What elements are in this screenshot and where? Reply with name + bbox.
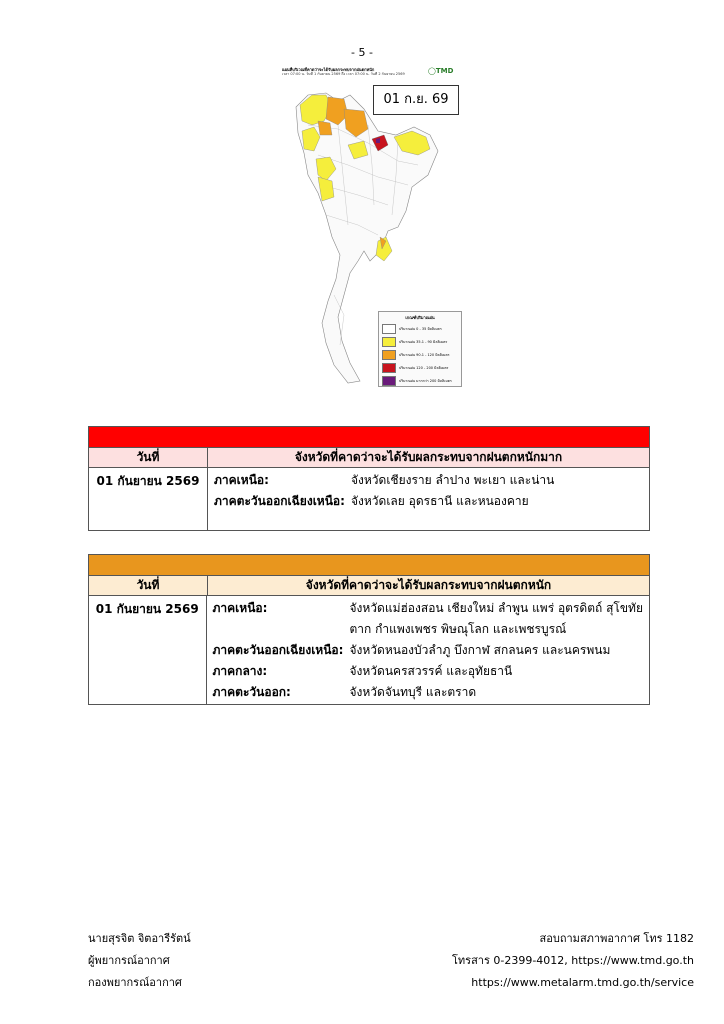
region-provinces: จังหวัดหนองบัวลำภู บึงกาฬ สกลนคร และนครพนม bbox=[349, 643, 611, 657]
row-regions bbox=[208, 468, 649, 530]
legend-label: ปริมาณฝน 35.1 - 90 มิลลิเมตร bbox=[399, 340, 448, 344]
region-name: ภาคตะวันออกเฉียงเหนือ: bbox=[212, 643, 344, 657]
region-line bbox=[213, 682, 644, 703]
region-line bbox=[213, 661, 644, 682]
region-name: ภาคเหนือ: bbox=[212, 601, 268, 615]
legend-item bbox=[382, 324, 458, 334]
heavy-rain-table bbox=[88, 554, 650, 705]
table-row bbox=[89, 596, 649, 704]
tmd-logo-text: TMD bbox=[435, 67, 454, 75]
map-title: แผนที่บริเวณที่คาดว่าจะได้รับผลกระทบจากฝนตกหนัก bbox=[282, 67, 375, 72]
legend-item bbox=[382, 337, 458, 347]
region-provinces: จังหวัดเลย อุดรธานี และหนองคาย bbox=[351, 494, 529, 508]
legend-item bbox=[382, 376, 458, 386]
col-date-header: วันที่ bbox=[89, 448, 208, 467]
table-header bbox=[89, 448, 649, 468]
forecast-division: กองพยากรณ์อากาศ bbox=[88, 976, 182, 989]
map-date-label: 01 ก.ย. 69 bbox=[373, 85, 459, 115]
region-line bbox=[214, 470, 643, 491]
forecaster-name: นายสุรจิต จิตอารีรัตน์ bbox=[88, 932, 191, 945]
row-date: 01 กันยายน 2569 bbox=[89, 468, 208, 530]
legend-swatch bbox=[382, 376, 396, 386]
legend-label: ปริมาณฝน มากกว่า 200 มิลลิเมตร bbox=[399, 379, 452, 383]
map-legend bbox=[378, 311, 462, 387]
table-row bbox=[89, 468, 649, 530]
legend-item bbox=[382, 350, 458, 360]
region-name: ภาคตะวันออกเฉียงเหนือ: bbox=[214, 494, 345, 508]
table-color-bar bbox=[89, 427, 649, 448]
region-line bbox=[213, 619, 644, 640]
legend-swatch bbox=[382, 363, 396, 373]
legend-swatch bbox=[382, 337, 396, 347]
map-subtitle: เวลา 07:00 น. วันที่ 1 กันยายน 2569 ถึง เวลา 07:00 น. วันที่ 2 กันยายน 2569 bbox=[282, 72, 405, 76]
col-provinces-header: จังหวัดที่คาดว่าจะได้รับผลกระทบจากฝนตกหนักมาก bbox=[294, 450, 563, 464]
legend-label: ปริมาณฝน 120 - 200 มิลลิเมตร bbox=[399, 366, 449, 370]
region-name: ภาคเหนือ: bbox=[214, 473, 269, 487]
region-name: ภาคกลาง: bbox=[212, 664, 268, 678]
col-provinces-header: จังหวัดที่คาดว่าจะได้รับผลกระทบจากฝนตกหนัก bbox=[305, 578, 552, 592]
region-provinces: จังหวัดจันทบุรี และตราด bbox=[349, 685, 477, 699]
legend-item bbox=[382, 363, 458, 373]
table-header bbox=[89, 576, 649, 596]
region-provinces: จังหวัดเชียงราย ลำปาง พะเยา และน่าน bbox=[351, 473, 555, 487]
footer-contact bbox=[452, 928, 694, 994]
legend-title: เกณฑ์ปริมาณฝน bbox=[405, 315, 435, 320]
contact-phone: สอบถามสภาพอากาศ โทร 1182 bbox=[539, 932, 694, 945]
row-regions bbox=[207, 596, 650, 704]
region-line bbox=[214, 491, 643, 512]
region-line bbox=[213, 640, 644, 661]
page-number: - 5 - bbox=[351, 46, 373, 59]
legend-swatch bbox=[382, 350, 396, 360]
tmd-logo-icon: ◯TMD bbox=[428, 67, 454, 75]
table-color-bar bbox=[89, 555, 649, 576]
legend-label: ปริมาณฝน 90.1 - 120 มิลลิเมตร bbox=[399, 353, 450, 357]
row-date: 01 กันยายน 2569 bbox=[89, 596, 207, 704]
region-name: ภาคตะวันออก: bbox=[212, 685, 291, 699]
footer-signature bbox=[88, 928, 191, 994]
col-date-header: วันที่ bbox=[89, 576, 208, 595]
legend-label: ปริมาณฝน 0 - 35 มิลลิเมตร bbox=[399, 327, 442, 331]
contact-fax-link[interactable]: โทรสาร 0-2399-4012, https://www.tmd.go.th bbox=[452, 954, 694, 967]
region-provinces: จังหวัดนครสวรรค์ และอุทัยธานี bbox=[349, 664, 513, 678]
very-heavy-rain-table bbox=[88, 426, 650, 531]
contact-service-link[interactable]: https://www.metalarm.tmd.go.th/service bbox=[471, 976, 694, 989]
region-line bbox=[213, 598, 644, 619]
legend-swatch bbox=[382, 324, 396, 334]
forecaster-title: ผู้พยากรณ์อากาศ bbox=[88, 954, 170, 967]
region-provinces: จังหวัดแม่ฮ่องสอน เชียงใหม่ ลำพูน แพร่ อุตรดิตถ์ สุโขทัย bbox=[349, 601, 643, 615]
region-provinces-cont: ตาก กำแพงเพชร พิษณุโลก และเพชรบูรณ์ bbox=[349, 622, 567, 636]
